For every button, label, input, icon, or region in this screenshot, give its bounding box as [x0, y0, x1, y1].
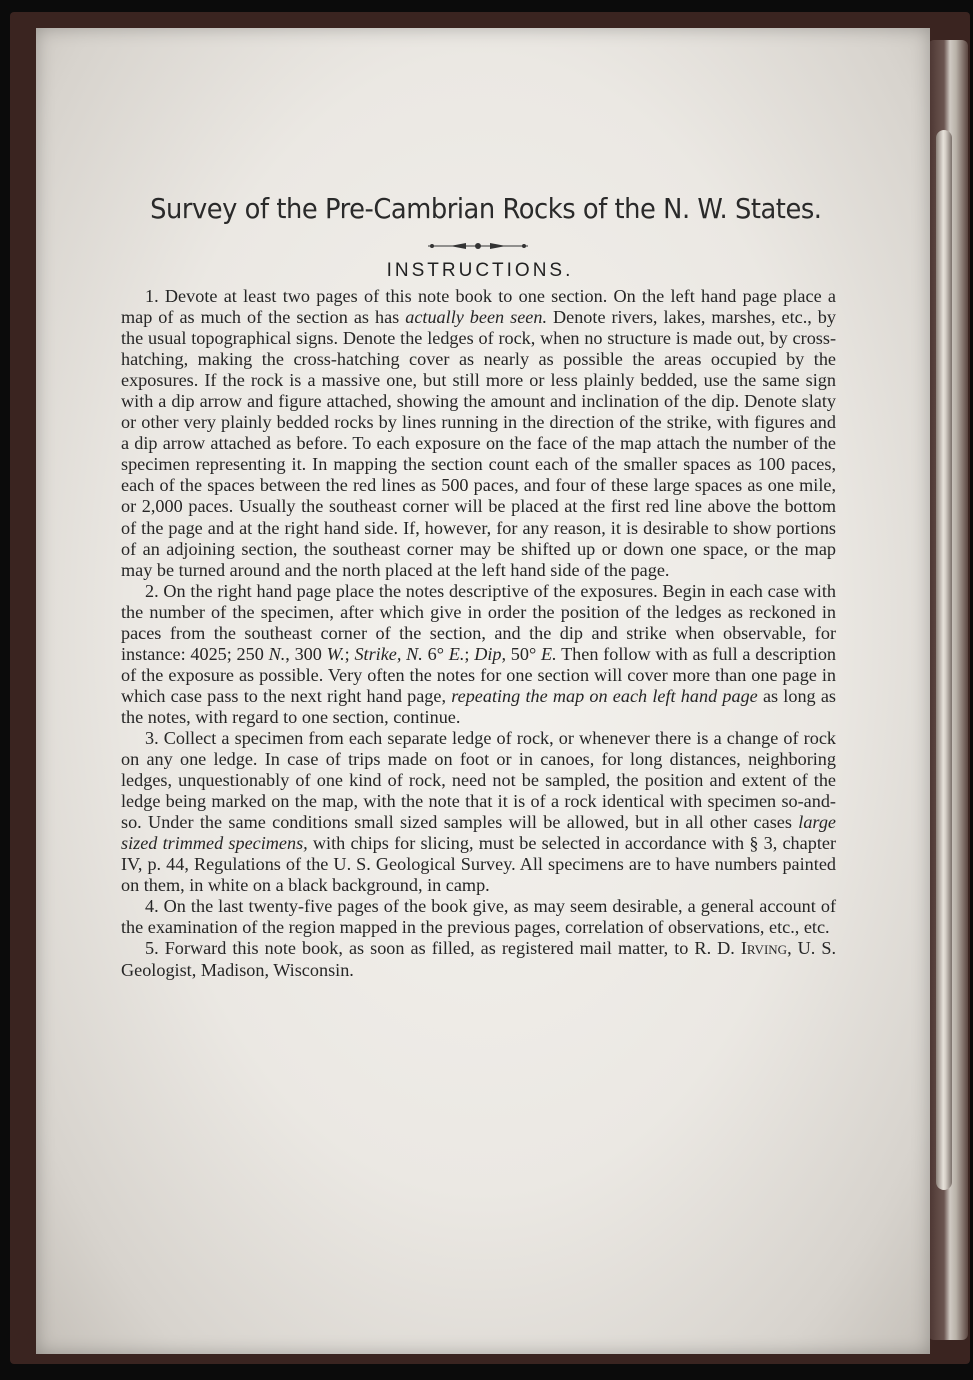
paragraph-1: 1. Devote at least two pages of this note book to one section. On the left hand page place a map of as much of the section as has actually been seen. Denote rivers, lakes, marshes, etc., by the usual topographical signs. Denote the ledges of rock, when no structure is made out, by cross-hatching, making the cross-hatching cover as nearly as possible the areas occupied by the exposures. If the rock is a massive one, but still more or less plainly bedded, use the same sign with a dip arrow and figure attached, showing the amount and inclination of the dip. Denote slaty or other very plainly bedded rocks by lines running in the direction of the strike, with figures and a dip arrow attached as before. To each exposure on the face of the map attach the number of the specimen representing it. In mapping the section count each of the smaller spaces as 100 paces, each of the spaces between the red lines as 500 paces, and four of these large spaces as one mile, or 2,000 paces. Usually the southeast corner will be placed at the first red line above the bottom of the page and at the right hand side. If, however, for any reason, it is desirable to show portions of an adjoining section, the southeast corner may be shifted up or down one space, or the map may be turned around and the north placed at the left hand side of the page. [121, 286, 836, 580]
paragraph-3: 3. Collect a specimen from each separate ledge of rock, or whenever there is a change of rock on any one ledge. In case of trips made on foot or in canoes, for long distances, neighboring ledges, unquestionably of one kind of rock, need not be sampled, the position and extent of the ledge being marked on the map, with the note that it is of a rock identical with specimen so-and-so. Under the same conditions small sized samples will be allowed, but in all other cases large sized trimmed specimens, with chips for slicing, must be selected in accordance with § 3, chapter IV, p. 44, Regulations of the U. S. Geological Survey. All specimens are to have numbers painted on them, in white on a black background, in camp. [121, 727, 836, 896]
ornament-divider [428, 238, 528, 254]
page-title: Survey of the Pre-Cambrian Rocks of the N. W. States. [150, 192, 822, 225]
paragraph-2: 2. On the right hand page place the notes descriptive of the exposures. Begin in each case with the number of the specimen, after which give in order the position of the ledges as reckoned in paces from the southeast corner of the section, and the dip and strike when observable, for instance: 4025; 250 N., 300 W.; Strike, N. 6° E.; Dip, 50° E. Then follow with as full a description of the exposure as possible. Very often the notes for one section will cover more than one page in which case pass to the next right hand page, repeating the map on each left hand page as long as the notes, with regard to one section, continue. [121, 580, 837, 727]
paragraph-5: 5. Forward this note book, as soon as filled, as registered mail matter, to R. D. Irving, U. S. Geologist, Madison, Wisconsin. [121, 938, 837, 980]
instructions-heading: INSTRUCTIONS. [386, 260, 574, 281]
instructions-body [121, 286, 836, 981]
spine-binding [936, 130, 952, 1190]
paragraph-4: 4. On the last twenty-five pages of the book give, as may seem desirable, a general account of the examination of the region mapped in the previous pages, correlation of observations, etc., etc. [121, 896, 836, 938]
